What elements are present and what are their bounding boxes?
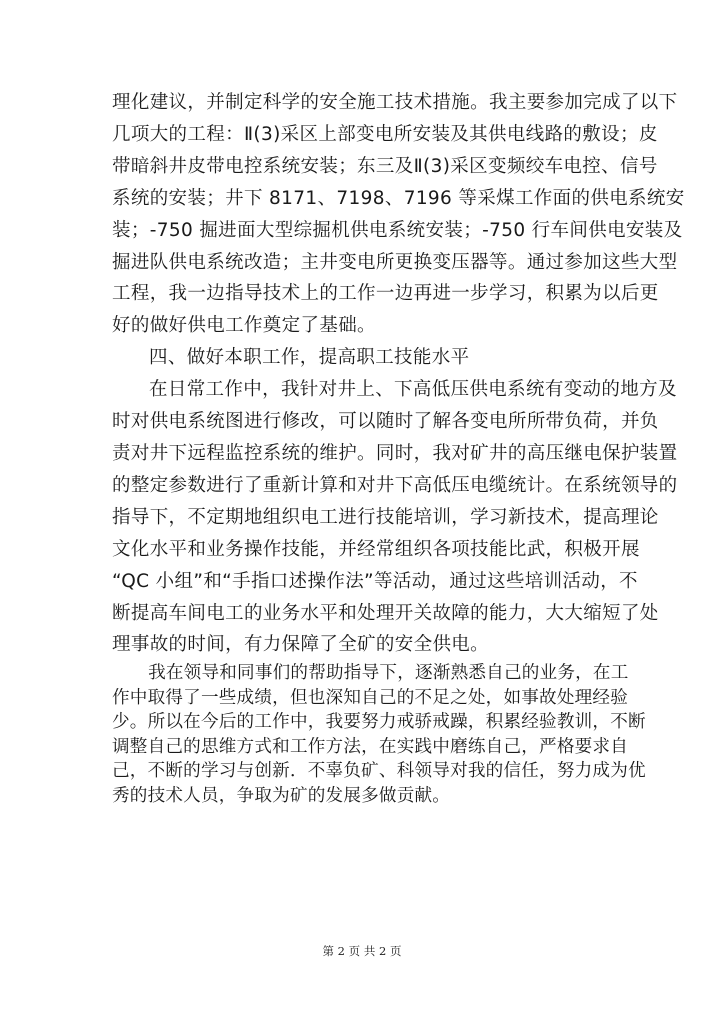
text-line: 在日常工作中，我针对井上、下高低压供电系统有变动的地方及	[149, 379, 677, 401]
text-line: 带暗斜井皮带电控系统安装；东三及Ⅱ(3)采区变频绞车电控、信号	[112, 155, 658, 177]
text-line: 己，不断的学习与创新．不辜负矿、科领导对我的信任，努力成为优	[112, 761, 646, 782]
body-section	[112, 87, 685, 661]
closing-paragraph	[112, 661, 646, 808]
text-line: 少。所以在今后的工作中，我要努力戒骄戒躁，积累经验教训，不断	[112, 712, 646, 733]
text-line: 作中取得了一些成绩，但也深知自己的不足之处，如事故处理经验	[112, 687, 629, 708]
text-line: 断提高车间电工的业务水平和处理开关故障的能力，大大缩短了处	[112, 602, 659, 624]
text-line: 好的做好供电工作奠定了基础。	[112, 315, 376, 337]
text-line: 装；-750 掘进面大型综掘机供电系统安装；-750 行车间供电安装及	[112, 219, 683, 241]
text-line: “QC 小组”和“手指口述操作法”等活动，通过这些培训活动，不	[112, 570, 638, 592]
text-line: 调整自己的思维方式和工作方法，在实践中磨练自己，严格要求自	[112, 736, 629, 757]
text-line: 时对供电系统图进行修改，可以随时了解各变电所所带负荷，并负	[112, 411, 659, 433]
page-number: 第 2 页 共 2 页	[322, 944, 402, 958]
text-line: 的整定参数进行了重新计算和对井下高低压电缆统计。在系统领导的	[112, 474, 678, 496]
section-heading: 四、做好本职工作，提高职工技能水平	[149, 347, 470, 369]
text-line: 理事故的时间，有力保障了全矿的安全供电。	[112, 634, 490, 656]
text-line: 我在领导和同事们的帮助指导下，逐渐熟悉自己的业务，在工	[148, 663, 629, 684]
text-line: 系统的安装；井下 8171、7198、7196 等采煤工作面的供电系统安	[112, 187, 685, 209]
text-line: 掘进队供电系统改造；主井变电所更换变压器等。通过参加这些大型	[112, 251, 678, 273]
text-line: 指导下，不定期地组织电工进行技能培训，学习新技术，提高理论	[112, 506, 659, 528]
text-line: 责对井下远程监控系统的维护。同时，我对矿井的高压继电保护装置	[112, 442, 678, 464]
text-line: 文化水平和业务操作技能，并经常组织各项技能比武，积极开展	[112, 538, 640, 560]
text-line: 理化建议，并制定科学的安全施工技术措施。我主要参加完成了以下	[112, 92, 678, 113]
text-line: 工程，我一边指导技术上的工作一边再进一步学习，积累为以后更	[112, 283, 659, 305]
text-line: 秀的技术人员，争取为矿的发展多做贡献。	[112, 785, 451, 806]
text-line: 几项大的工程：Ⅱ(3)采区上部变电所安装及其供电线路的敷设；皮	[112, 123, 658, 145]
document-body	[112, 87, 685, 808]
